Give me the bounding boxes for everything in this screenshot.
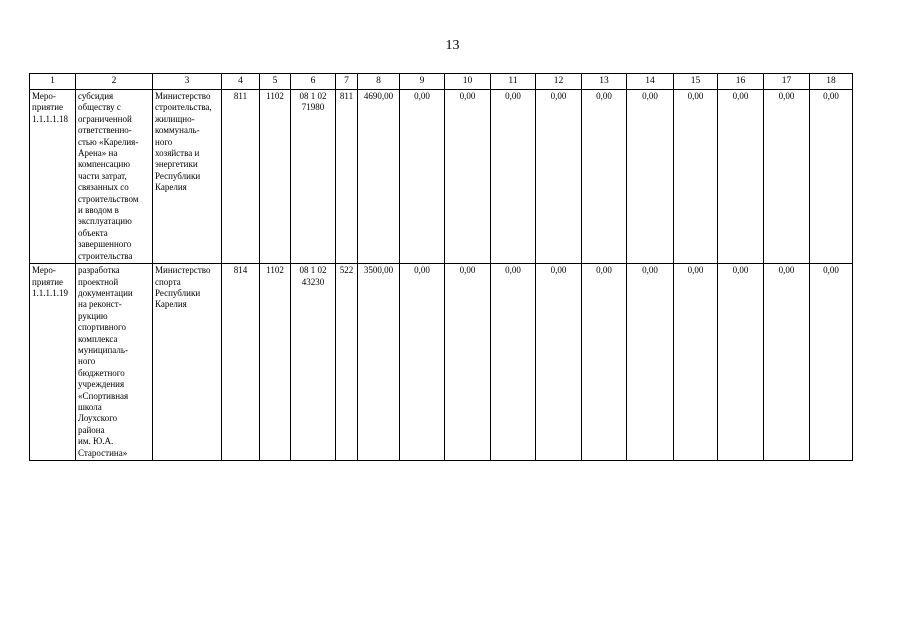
measure-id: Меро- приятие 1.1.1.1.19 [30, 264, 76, 461]
budget-table [29, 73, 853, 461]
column-number: 7 [336, 74, 358, 90]
cell-value: 3500,00 [358, 264, 400, 461]
column-number: 2 [76, 74, 153, 90]
responsible-ministry: Министерство строительства, жилищно- коммуналь- ного хозяйства и энергетики Республики Карелия [153, 90, 222, 264]
cell-value: 08 1 02 43230 [291, 264, 336, 461]
column-number: 17 [764, 74, 810, 90]
page-number: 13 [445, 38, 460, 53]
column-number: 9 [400, 74, 445, 90]
cell-value: 0,00 [400, 90, 445, 264]
column-number: 18 [810, 74, 853, 90]
cell-value: 0,00 [491, 264, 536, 461]
cell-value: 0,00 [400, 264, 445, 461]
column-number: 14 [627, 74, 674, 90]
column-number-row [30, 74, 853, 90]
cell-value: 0,00 [674, 264, 718, 461]
cell-value: 0,00 [445, 264, 491, 461]
cell-value: 0,00 [582, 264, 627, 461]
column-number: 6 [291, 74, 336, 90]
column-number: 10 [445, 74, 491, 90]
responsible-ministry: Министерство спорта Республики Карелия [153, 264, 222, 461]
cell-value: 0,00 [627, 90, 674, 264]
table-row [30, 90, 853, 264]
cell-value: 814 [222, 264, 260, 461]
column-number: 16 [718, 74, 764, 90]
cell-value: 0,00 [810, 264, 853, 461]
cell-value: 1102 [260, 90, 291, 264]
measure-id: Меро- приятие 1.1.1.1.18 [30, 90, 76, 264]
column-number: 12 [536, 74, 582, 90]
cell-value: 522 [336, 264, 358, 461]
cell-value: 0,00 [536, 90, 582, 264]
measure-description: субсидия обществу с ограниченной ответственно- стью «Карелия- Арена» на компенсацию части затрат, связанных со строительством и вводом в эксплуатацию объекта завершенного строительства [76, 90, 153, 264]
table-row [30, 264, 853, 461]
column-number: 8 [358, 74, 400, 90]
column-number: 15 [674, 74, 718, 90]
measure-description: разработка проектной документации на реконст- рукцию спортивного комплекса муниципаль- ного бюджетного учреждения «Спортивная школа Лоухского района им. Ю.А. Старостина» [76, 264, 153, 461]
cell-value: 0,00 [536, 264, 582, 461]
cell-value: 0,00 [674, 90, 718, 264]
cell-value: 0,00 [764, 264, 810, 461]
cell-value: 0,00 [764, 90, 810, 264]
cell-value: 0,00 [627, 264, 674, 461]
cell-value: 0,00 [491, 90, 536, 264]
column-number: 5 [260, 74, 291, 90]
cell-value: 0,00 [445, 90, 491, 264]
column-number: 13 [582, 74, 627, 90]
cell-value: 08 1 02 71980 [291, 90, 336, 264]
cell-value: 811 [336, 90, 358, 264]
column-number: 1 [30, 74, 76, 90]
cell-value: 1102 [260, 264, 291, 461]
column-number: 3 [153, 74, 222, 90]
column-number: 11 [491, 74, 536, 90]
cell-value: 0,00 [718, 90, 764, 264]
cell-value: 0,00 [718, 264, 764, 461]
cell-value: 811 [222, 90, 260, 264]
cell-value: 4690,00 [358, 90, 400, 264]
column-number: 4 [222, 74, 260, 90]
cell-value: 0,00 [810, 90, 853, 264]
cell-value: 0,00 [582, 90, 627, 264]
